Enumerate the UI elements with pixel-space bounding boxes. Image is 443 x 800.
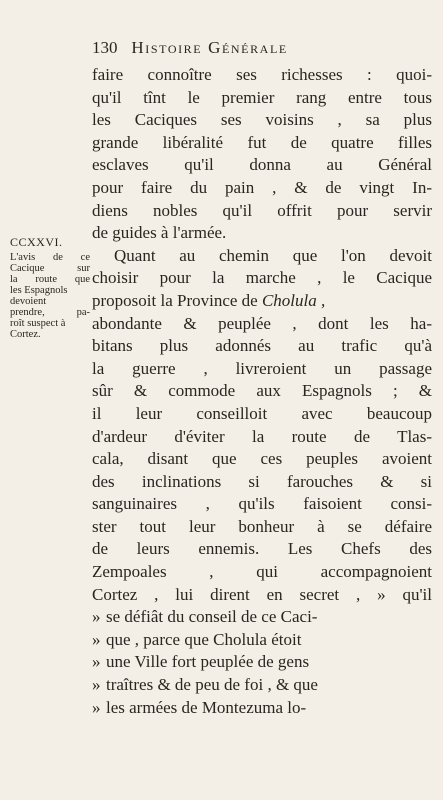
text-line: cala, disant que ces peuples avoient xyxy=(92,449,432,469)
margin-note-line: L'avis de ce xyxy=(10,252,90,263)
text-line: il leur conseilloit avec beaucoup xyxy=(92,403,432,423)
margin-note-line: Cortez. xyxy=(10,329,41,340)
text-line: de guides à l'armée. xyxy=(92,223,227,243)
margin-note-line: prendre, pa- xyxy=(10,307,90,318)
body-text xyxy=(92,64,432,719)
text-line-part: les armées de Montezuma lo- xyxy=(106,697,307,717)
text-line: diens nobles qu'il offrit pour servir xyxy=(92,200,432,220)
quoted-line xyxy=(92,606,432,629)
margin-note-line: Cacique sur xyxy=(10,263,90,274)
page-number: 130 xyxy=(92,38,118,57)
text-line: sûr & commode aux Espagnols ; & xyxy=(92,381,432,401)
paragraph-start-line: Quant au chemin que l'on devoit xyxy=(114,245,432,265)
quoted-line xyxy=(92,697,432,720)
margin-note-line: les Espagnols xyxy=(10,285,68,296)
quote-mark: » xyxy=(92,629,101,649)
quoted-line xyxy=(92,629,432,652)
text-line: Cortez , lui dirent en secret , » qu'il xyxy=(92,584,432,604)
text-line: de leurs ennemis. Les Chefs des xyxy=(92,539,432,559)
running-header xyxy=(92,38,432,58)
margin-note-line: roît suspect à xyxy=(10,318,66,329)
text-line-part: que , parce que Cholula étoit xyxy=(106,629,302,649)
text-line: la guerre , livreroient un passage xyxy=(92,358,432,378)
text-line: des inclinations si farouches & si xyxy=(92,471,432,491)
text-line: faire connoître ses richesses : quoi- xyxy=(92,65,432,84)
text-line: abondante & peuplée , dont les ha- xyxy=(92,313,432,333)
quoted-line xyxy=(92,651,432,674)
quote-mark: » xyxy=(92,675,101,695)
text-line: Zempoales , qui accompagnoient xyxy=(92,562,432,582)
quote-mark: » xyxy=(92,652,101,672)
text-line xyxy=(92,290,432,313)
margin-note xyxy=(10,237,90,340)
text-line: d'ardeur d'éviter la route de Tlas- xyxy=(92,426,432,446)
text-line-part: une Ville fort peuplée de gens xyxy=(106,652,310,672)
text-line: bitans plus adonnés au trafic qu'à xyxy=(92,336,432,356)
margin-note-line: devoient xyxy=(10,296,47,307)
text-line: choisir pour la marche , le Cacique xyxy=(92,268,432,288)
text-line: esclaves qu'il donna au Général xyxy=(92,155,432,175)
italic-place-name: Cholula , xyxy=(261,290,326,310)
text-line: ster tout leur bonheur à se défaire xyxy=(92,516,432,536)
text-line: grande libéralité fut de quatre filles xyxy=(92,132,432,152)
text-line: qu'il tînt le premier rang entre tous xyxy=(92,87,432,107)
quote-mark: » xyxy=(92,697,101,717)
margin-note-number: CCXXVI. xyxy=(10,235,63,249)
quoted-line xyxy=(92,674,432,697)
text-line-part: proposoit la Province de xyxy=(92,290,262,310)
text-line: pour faire du pain , & de vingt In- xyxy=(92,177,432,197)
text-line: les Caciques ses voisins , sa plus xyxy=(92,110,432,130)
margin-note-line: la route que xyxy=(10,274,90,285)
quote-mark: » xyxy=(92,607,101,627)
running-title: Histoire Générale xyxy=(131,38,288,57)
text-line-part: traîtres & de peu de foi , & que xyxy=(106,675,318,695)
text-line-part: se défiât du conseil de ce Caci- xyxy=(106,607,318,627)
text-line: sanguinaires , qu'ils faisoient consi- xyxy=(92,494,432,514)
